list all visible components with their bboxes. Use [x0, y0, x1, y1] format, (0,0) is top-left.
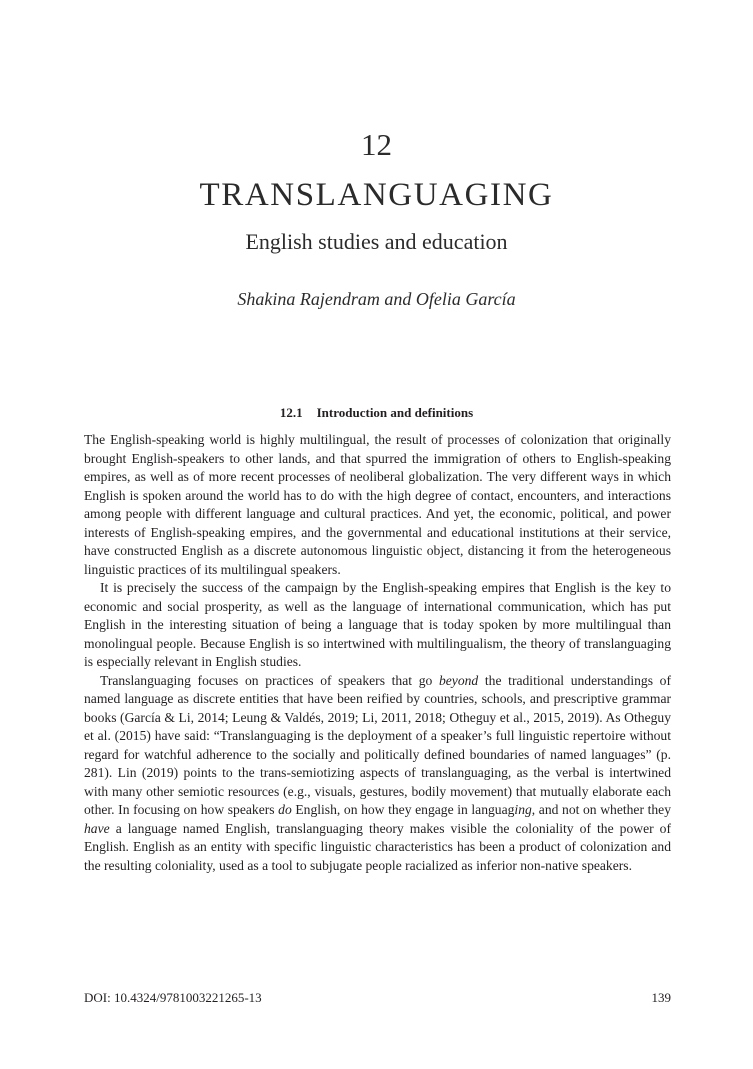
section-number: 12.1 — [279, 405, 303, 420]
paragraph-3-text: English, on how they engage in languag — [291, 802, 515, 817]
paragraph-3-text: Translanguaging focuses on practices of speakers that go — [100, 672, 439, 688]
paragraph-3-text: , and not on whether they — [531, 802, 671, 817]
emphasis-beyond: beyond — [438, 672, 479, 688]
emphasis-do: do — [278, 802, 292, 817]
chapter-number: 12 — [361, 127, 392, 162]
emphasis-have: have — [84, 820, 110, 836]
chapter-title: TRANSLANGUAGING — [199, 177, 554, 213]
doi-link[interactable]: DOI: 10.4324/9781003221265-13 — [84, 990, 262, 1005]
paragraph-3-text: a language named English, translanguaging theory makes visible the coloniality of the power of English. English as an entity with specific linguistic characteristics has been a product of colonization and the resulting coloniality, used as a tool to subjugate people racialized as inferior non-native speakers. — [84, 820, 671, 873]
paragraph-2: It is precisely the success of the campaign by the English-speaking empires that English is the key to economic and social prosperity, as well as the language of international communication, which has put English in the interesting situation of being a language that is today spoken by more multilingual than monolingual people. Because English is so intertwined with multilingualism, the theory of translanguaging is especially relevant in English studies. — [84, 580, 671, 669]
emphasis-ing: ing — [514, 802, 532, 817]
paragraph-3 — [84, 672, 671, 876]
section-title: Introduction and definitions — [316, 405, 474, 420]
chapter-authors: Shakina Rajendram and Ofelia García — [237, 289, 516, 309]
body-text — [84, 431, 671, 875]
page-number: 139 — [651, 990, 671, 1005]
section-heading — [0, 404, 753, 422]
paragraph-3-text: the traditional understandings of named language as discrete entities that have been reified by countries, schools, and prescriptive grammar books (García & Li, 2014; Leung & Valdés, 2019; Li, 2011, 2018; Otheguy et al., 2015, 2019). As Otheguy et al. (2015) have said: “Translanguaging is the deployment of a speaker’s full linguistic repertoire without regard for watchful adherence to the socially and politically defined boundaries of named languages” (p. 281). Lin (2019) points to the trans-semiotizing aspects of translanguaging, as the verbal is intertwined with many other semiotic resources (e.g., visuals, gestures, bodily movement) that mutually elaborate each other. In focusing on how speakers — [84, 672, 671, 817]
chapter-subtitle: English studies and education — [245, 229, 508, 254]
paragraph-1: The English-speaking world is highly multilingual, the result of processes of colonization that originally brought English-speakers to other lands, and that spurred the immigration of others to English-speaking empires, as well as of more recent processes of neoliberal globalization. The very different ways in which English is spoken around the world has to do with the high degree of contact, encounters, and interactions among people with different language and cultural practices. And yet, the economic, political, and power interests of English-speaking empires, and the governmental and educational institutions at their service, have constructed English as a discrete autonomous linguistic object, distancing it from the heterogeneous linguistic practices of its multilingual speakers. — [84, 432, 671, 577]
